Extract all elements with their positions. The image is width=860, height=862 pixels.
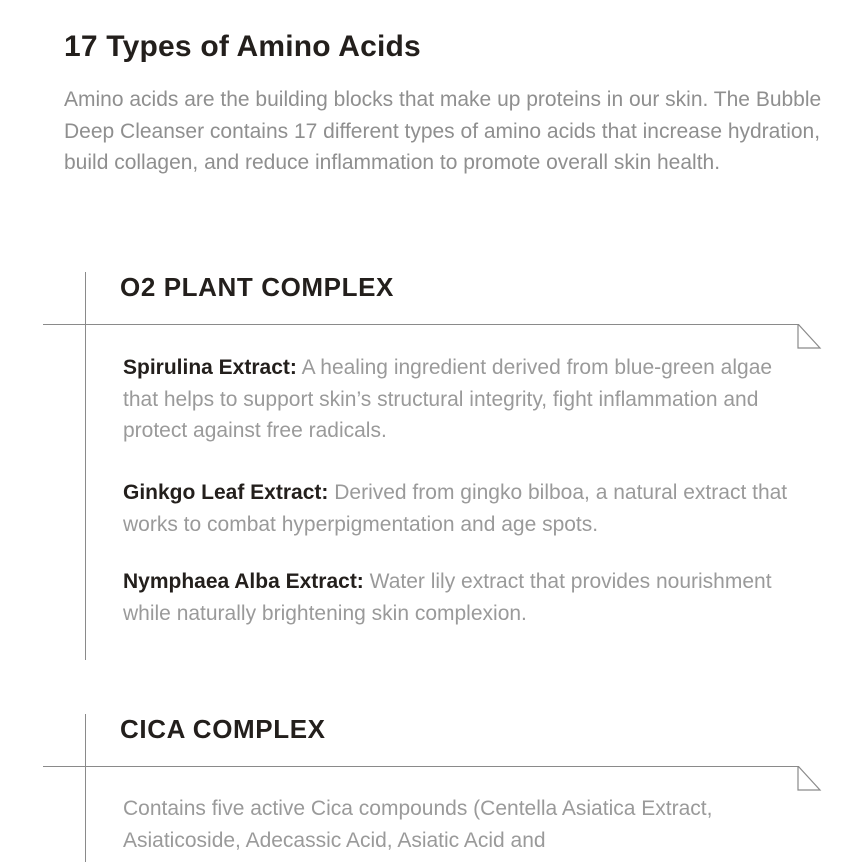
section-title: CICA COMPLEX (120, 714, 326, 744)
section-body: Contains five active Cica compounds (Centella Asiatica Extract, Asiaticoside, Adecassic Acid, Asiatic Acid and (123, 797, 713, 852)
intro-paragraph: Amino acids are the building blocks that make up proteins in our skin. The Bubble Deep Cleanser contains 17 different types of amino acids that increase hydration, build collagen, and reduce inflammation to promote overall skin health. (64, 88, 822, 174)
ingredient-spirulina (123, 352, 803, 447)
ingredient-name: Nymphaea Alba Extract: (123, 570, 364, 593)
section-horizontal-rule (43, 766, 798, 767)
section-title: O2 PLANT COMPLEX (120, 272, 394, 302)
ingredient-description: Water lily extract that provides nourishment while naturally brightening skin complexion. (123, 570, 772, 625)
section-vertical-rule (85, 272, 86, 660)
page-title: 17 Types of Amino Acids (64, 30, 421, 63)
ingredient-name: Ginkgo Leaf Extract: (123, 481, 329, 504)
section-vertical-rule (85, 714, 86, 862)
folded-corner-icon (796, 766, 822, 792)
ingredient-ginkgo-leaf (123, 477, 803, 540)
ingredient-description: A healing ingredient derived from blue-green algae that helps to support skin’s structural integrity, fight inflammation and protect against free radicals. (123, 356, 773, 442)
section-horizontal-rule (43, 324, 798, 325)
ingredient-description: Derived from gingko bilboa, a natural extract that works to combat hyperpigmentation and age spots. (123, 481, 788, 536)
ingredient-name: Spirulina Extract: (123, 356, 297, 379)
section-cica-complex (0, 714, 860, 862)
folded-corner-icon (796, 324, 822, 350)
ingredient-nymphaea-alba (123, 566, 803, 629)
section-o2-plant-complex (0, 272, 860, 662)
